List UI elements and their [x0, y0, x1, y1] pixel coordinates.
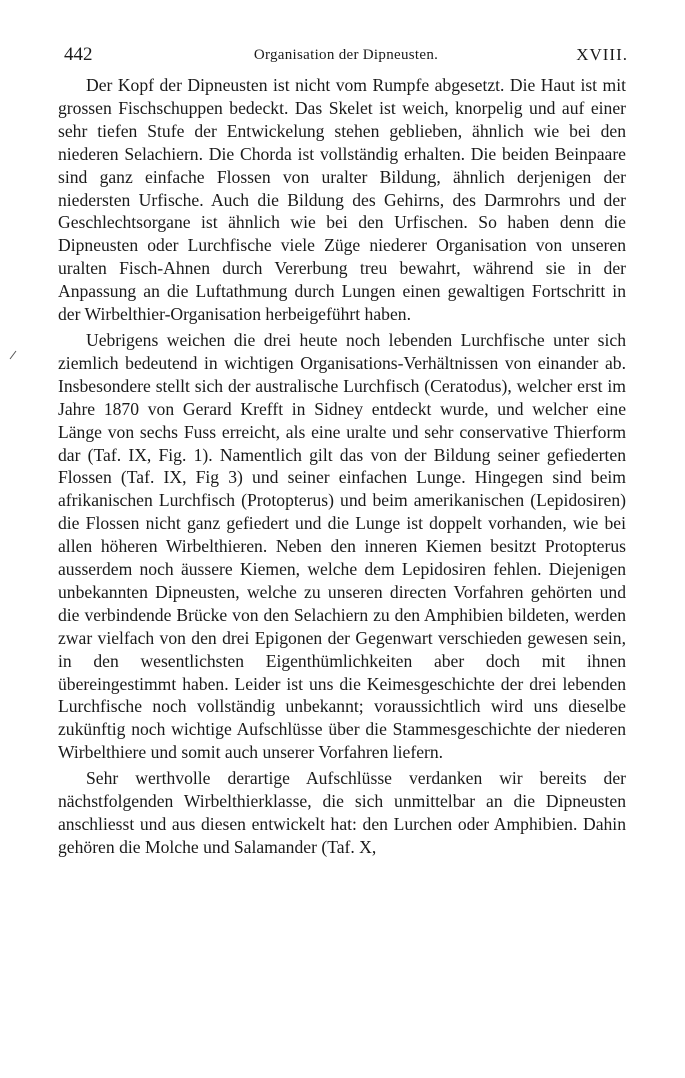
paragraph: Der Kopf der Dipneusten ist nicht vom Rumpfe abgesetzt. Die Haut ist mit grossen Fischschuppen bedeckt. Das Skelet ist weich, knorpelig und auf einer sehr tiefen Stufe der Entwickelung stehen geblieben, ähnlich wie bei den niederen Selachiern. Die Chorda ist vollständig erhalten. Die beiden Beinpaare sind ganz einfache Flossen von uralter Bildung, ähnlich derjenigen der niedersten Urfische. Auch die Bildung des Gehirns, des Darmrohrs und der Geschlechtsorgane ist ähnlich wie bei den Urfischen. So haben denn die Dipneusten oder Lurchfische viele Züge niederer Organisation von unseren uralten Fisch-Ahnen durch Vererbung treu bewahrt, während sie in der Anpassung an die Luftathmung durch Lungen einen gewaltigen Fortschritt in der Wirbelthier-Organisation herbeigeführt haben. — [58, 75, 626, 325]
paragraph: Sehr werthvolle derartige Aufschlüsse verdanken wir bereits der nächstfolgenden Wirbelthierklasse, die sich unmittelbar an die Dipneusten anschliesst und aus diesen entwickelt hat: den Lurchen oder Amphibien. Dahin gehören die Molche und Salamander (Taf. X, — [58, 768, 626, 857]
page-number: 442 — [64, 44, 93, 65]
running-title: Organisation der Dipneusten. — [253, 47, 439, 63]
margin-pencil-mark-icon — [8, 350, 18, 360]
chapter-number: XVIII. — [576, 45, 628, 64]
paragraph: Uebrigens weichen die drei heute noch lebenden Lurchfische unter sich ziemlich bedeutend in wichtigen Organisations-Verhältnissen von einander ab. Insbesondere stellt sich der australische Lurchfisch (Ceratodus), welcher erst im Jahre 1870 von Gerard Krefft in Sidney entdeckt wurde, und welcher eine Länge von sechs Fuss erreicht, als eine uralte und sehr conservative Thierform dar (Taf. IX, Fig. 1). Namentlich gilt das von der Bildung seiner gefiederten Flossen (Taf. IX, Fig 3) und seiner einfachen Lunge. Hingegen sind beim afrikanischen Lurchfisch (Protopterus) und beim amerikanischen (Lepidosiren) die Flossen nicht ganz gefiedert und die Lunge ist doppelt vorhanden, wie bei allen höheren Wirbelthieren. Neben den inneren Kiemen besitzt Protopterus ausserdem noch äussere Kiemen, welche dem Lepidosiren fehlen. Diejenigen unbekannten Dipneusten, welche zu unseren directen Vorfahren gehörten und die verbindende Brücke von den Selachiern zu den Amphibien bildeten, werden zwar vielfach von den drei Epigonen der Gegenwart verschieden gewesen sein, in den wesentlichsten Eigenthümlichkeiten aber doch mit ihnen übereingestimmt haben. Leider ist uns die Keimesgeschichte der drei lebenden Lurchfische noch vollständig unbekannt; voraussichtlich wird uns dieselbe zukünftig noch wichtige Aufschlüsse über die Stammesgeschichte der niederen Wirbelthiere und somit auch unserer Vorfahren liefern. — [58, 329, 626, 763]
page-body — [58, 74, 626, 859]
page-header — [64, 44, 628, 68]
